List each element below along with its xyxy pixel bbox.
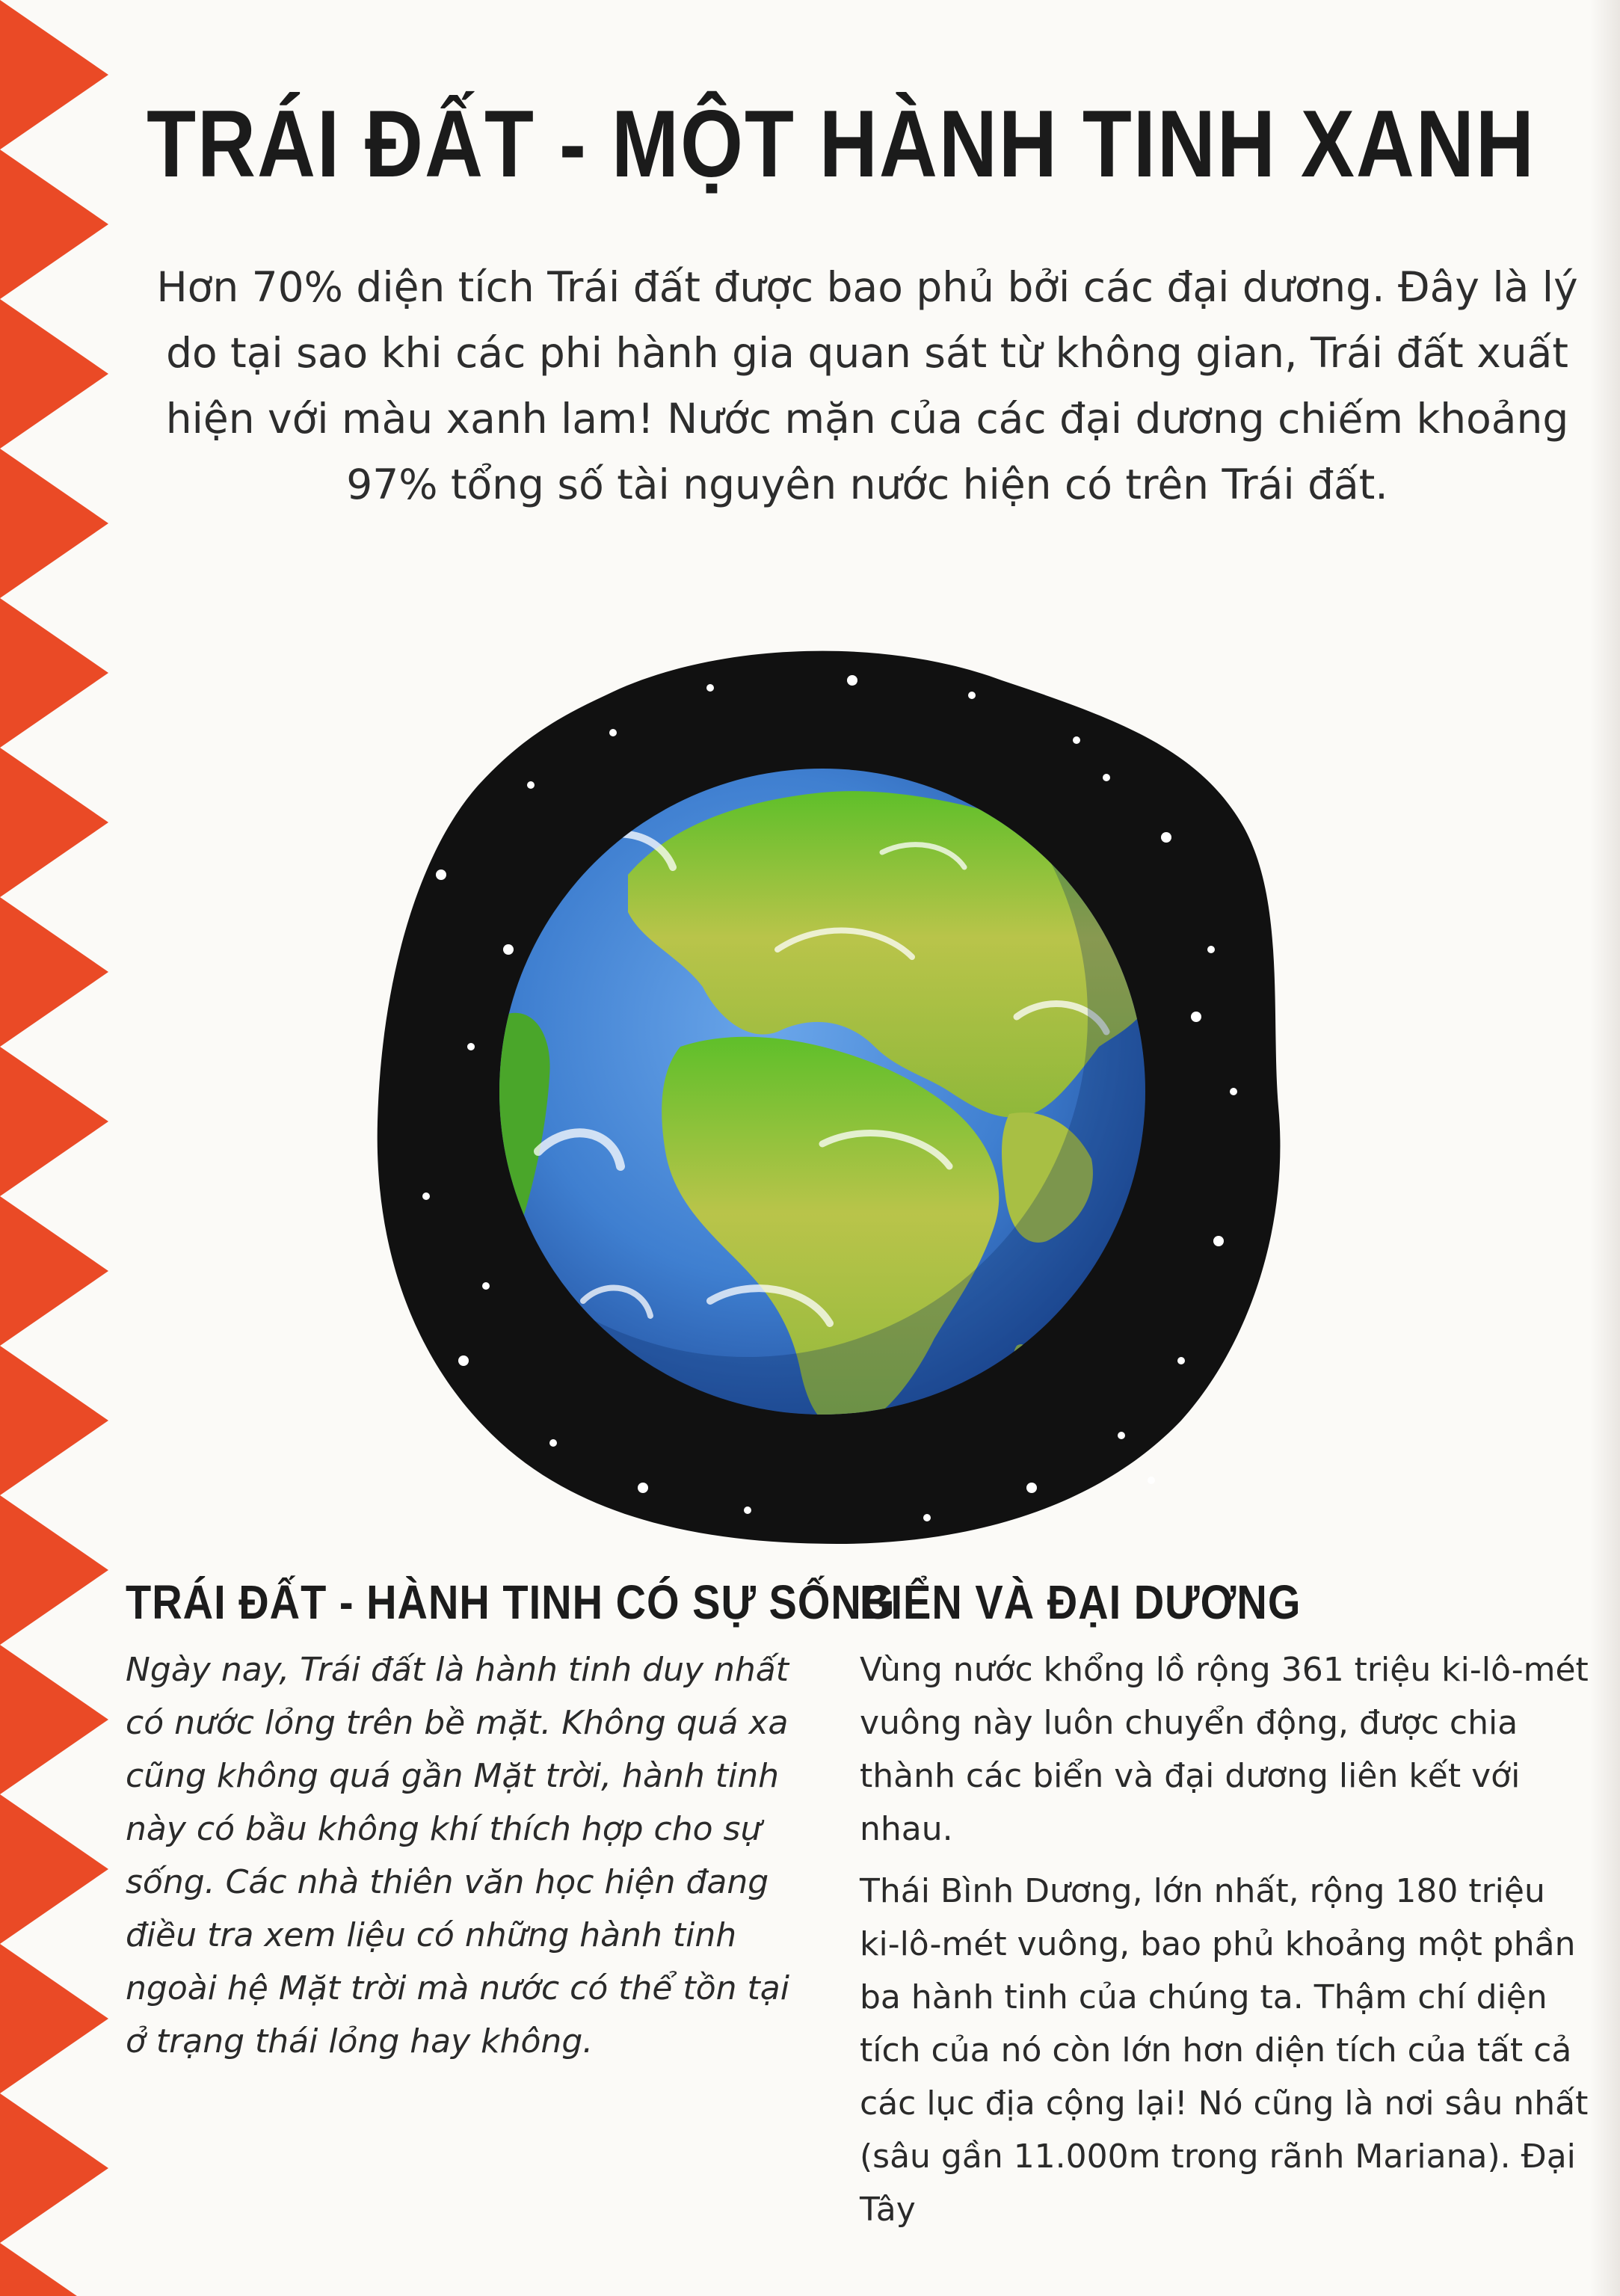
star [638,1483,648,1493]
earth-globe-illustration [359,628,1301,1555]
star [706,684,714,692]
page-edge-shadow [1590,0,1620,2296]
star [1148,1477,1155,1484]
section-heading: TRÁI ĐẤT - HÀNH TINH CÓ SỰ SỐNG [126,1575,896,1629]
section-heading: BIỂN VÀ ĐẠI DƯƠNG [860,1575,1302,1629]
star [1073,736,1080,744]
zigzag-border [0,0,120,2296]
star [923,1514,931,1521]
star [422,1192,430,1200]
intro-paragraph: Hơn 70% diện tích Trái đất được bao phủ bởi các đại dương. Đây là lý do tại sao khi các phi hành gia quan sát từ không gian, Trái đất xuất hiện với màu xanh lam! Nước mặn của các đại dương chiếm khoảng 97% tổng số tài nguyên nước hiện có trên Trái đất. [156,263,1578,508]
star [1213,1236,1224,1246]
star [609,729,617,736]
star [458,1355,469,1366]
star [744,1506,751,1514]
star [482,1282,490,1290]
section-living-planet [126,1574,896,2068]
star [1191,1012,1201,1022]
star [467,1043,475,1050]
section-body: Ngày nay, Trái đất là hành tinh duy nhất có nước lỏng trên bề mặt. Không quá xa cũng không quá gần Mặt trời, hành tinh này có bầu không khí thích hợp cho sự sống. Các nhà thiên văn học hiện đang điều tra xem liệu có những hành tinh ngoài hệ Mặt trời mà nước có thể tồn tại ở trạng thái lỏng hay không. [126,1651,789,2060]
star [1103,774,1110,781]
section-paragraph: Vùng nước khổng lồ rộng 361 triệu ki-lô-mét vuông này luôn chuyển động, được chia thành các biển và đại dương liên kết với nhau. [860,1651,1589,1848]
section-seas-and-oceans [860,1574,1589,2245]
section-paragraph: Thái Bình Dương, lớn nhất, rộng 180 triệu ki-lô-mét vuông, bao phủ khoảng một phần ba hành tinh của chúng ta. Thậm chí diện tích của nó còn lớn hơn diện tích của tất cả các lục địa cộng lại! Nó cũng là nơi sâu nhất (sâu gần 11.000m trong rãnh Mariana). Đại Tây [860,1872,1589,2229]
star [968,692,976,699]
star [527,781,535,789]
star [1230,1088,1237,1095]
star [1161,832,1171,843]
page-title: TRÁI ĐẤT - MỘT HÀNH TINH XANH [147,90,1536,197]
star [847,675,857,686]
star [1026,1483,1037,1493]
star [549,1439,557,1447]
star [1207,946,1215,953]
star [1118,1432,1125,1439]
star [1177,1357,1185,1364]
star [436,870,446,880]
star [503,944,514,955]
